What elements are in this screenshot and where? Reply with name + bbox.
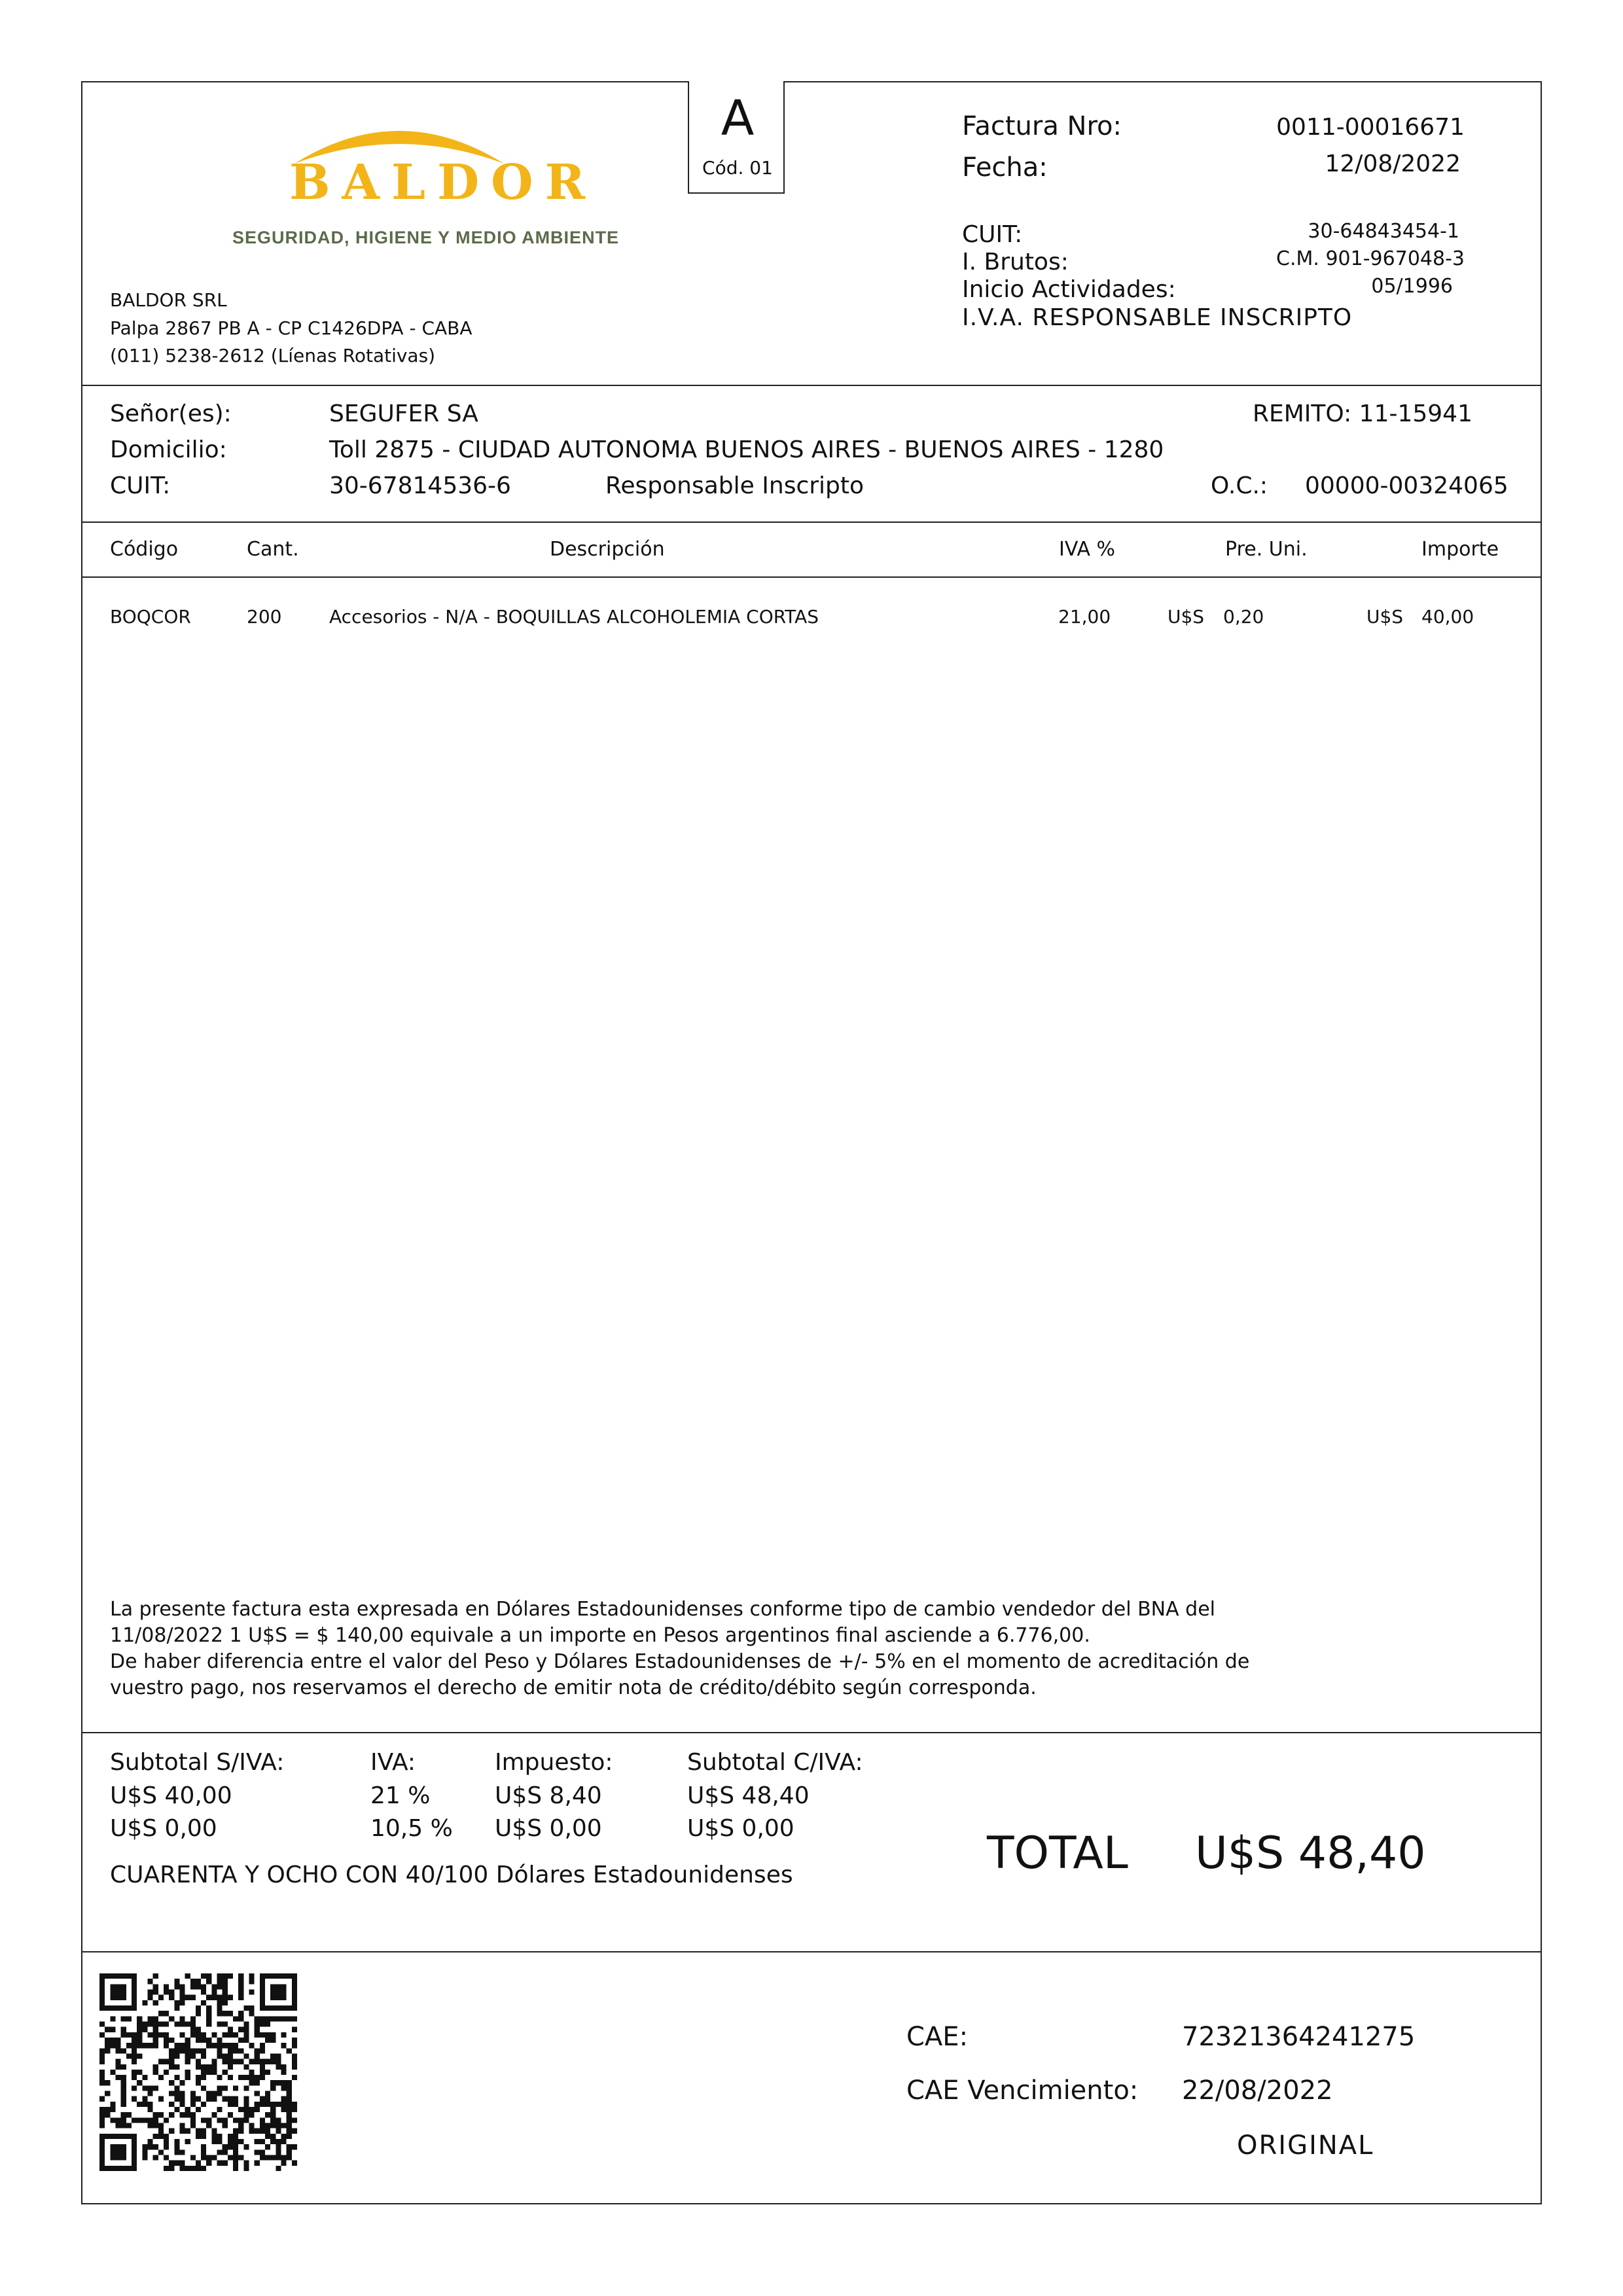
cae-due-date: 22/08/2022 [1182, 2075, 1333, 2106]
inicio-label: Inicio Actividades: [962, 276, 1176, 303]
cae-label: CAE: [906, 2022, 969, 2052]
note-line-1: La presente factura esta expresada en Dólares Estadounidenses conforme tipo de cambio vendedor del BNA del [110, 1598, 1215, 1621]
iva-label: IVA: [370, 1749, 416, 1776]
divider [81, 1732, 1542, 1733]
logo-tagline: SEGURIDAD, HIGIENE Y MEDIO AMBIENTE [232, 228, 620, 247]
table-row-code: BOQCOR [110, 606, 191, 627]
table-row-desc: Accesorios - N/A - BOQUILLAS ALCOHOLEMIA CORTAS [329, 606, 819, 627]
tax-label: Impuesto: [495, 1749, 613, 1776]
remito: REMITO: 11-15941 [1252, 400, 1472, 427]
oc-value: 00000-00324065 [1305, 472, 1508, 499]
cae-number: 72321364241275 [1182, 2022, 1416, 2052]
subtotal-with-iva-value: U$S 48,40 [687, 1782, 810, 1809]
table-row-unit-currency: U$S [1168, 606, 1205, 627]
col-header-unit: Pre. Uni. [1225, 538, 1308, 561]
invoice-date-label: Fecha: [962, 152, 1048, 183]
client-address-label: Domicilio: [110, 436, 227, 463]
subtotal-with-iva-value: U$S 0,00 [687, 1815, 794, 1842]
subtotal-value: U$S 40,00 [110, 1782, 232, 1809]
invoice-type-box [688, 81, 785, 194]
invoice-date: 12/08/2022 [1325, 150, 1461, 177]
iva-rate: 10,5 % [370, 1815, 453, 1842]
issuer-cuit-label: CUIT: [962, 221, 1023, 248]
note-line-4: vuestro pago, nos reservamos el derecho de emitir nota de crédito/débito según corresponda. [110, 1676, 1037, 1699]
tax-value: U$S 0,00 [495, 1815, 602, 1842]
issuer-cuit: 30-64843454-1 [1308, 220, 1459, 243]
table-row-amount: 40,00 [1421, 606, 1474, 627]
total-label: TOTAL [987, 1828, 1128, 1879]
table-row-qty: 200 [247, 606, 282, 627]
client-cuit-label: CUIT: [110, 472, 171, 499]
client-condition: Responsable Inscripto [605, 472, 865, 499]
invoice-number-label: Factura Nro: [962, 111, 1122, 141]
divider [81, 1951, 1542, 1952]
invoice-code: Cód. 01 [702, 157, 773, 179]
issuer-name: BALDOR SRL [110, 289, 227, 311]
total-value: U$S 48,40 [1195, 1828, 1426, 1879]
invoice-letter: A [721, 90, 755, 147]
logo-name: BALDOR [289, 154, 597, 211]
col-header-iva: IVA % [1059, 538, 1116, 561]
brutos-label: I. Brutos: [962, 249, 1069, 275]
inicio-value: 05/1996 [1371, 275, 1453, 298]
table-row-iva: 21,00 [1058, 606, 1111, 627]
col-header-amount: Importe [1421, 538, 1499, 561]
subtotal-with-iva-label: Subtotal C/IVA: [687, 1749, 863, 1776]
cae-due-label: CAE Vencimiento: [906, 2075, 1139, 2106]
brutos-value: C.M. 901-967048-3 [1276, 247, 1465, 270]
oc-label: O.C.: [1211, 472, 1268, 499]
client-name-label: Señor(es): [110, 400, 232, 427]
table-row-unit-price: 0,20 [1223, 606, 1264, 627]
col-header-desc: Descripción [550, 538, 665, 561]
iva-rate: 21 % [370, 1782, 431, 1809]
note-line-3: De haber diferencia entre el valor del Peso y Dólares Estadounidenses de +/- 5% en el momento de acreditación de [110, 1650, 1250, 1673]
subtotal-label: Subtotal S/IVA: [110, 1749, 285, 1776]
client-name: SEGUFER SA [329, 400, 478, 427]
table-row-amount-currency: U$S [1366, 606, 1404, 627]
iva-condition: I.V.A. RESPONSABLE INSCRIPTO [962, 304, 1353, 331]
client-address: Toll 2875 - CIUDAD AUTONOMA BUENOS AIRES - BUENOS AIRES - 1280 [329, 436, 1164, 463]
subtotal-value: U$S 0,00 [110, 1815, 217, 1842]
divider [81, 385, 1542, 386]
issuer-address: Palpa 2867 PB A - CP C1426DPA - CABA [110, 317, 473, 339]
divider [81, 576, 1542, 578]
client-cuit: 30-67814536-6 [329, 472, 511, 499]
col-header-qty: Cant. [247, 538, 299, 561]
invoice-number: 0011-00016671 [1276, 114, 1465, 141]
tax-value: U$S 8,40 [495, 1782, 602, 1809]
col-header-code: Código [110, 538, 179, 561]
note-line-2: 11/08/2022 1 U$S = $ 140,00 equivale a un importe en Pesos argentinos final asciende a 6.776,00. [110, 1624, 1090, 1647]
qr-code-icon [99, 1973, 297, 2171]
issuer-phone: (011) 5238-2612 (Líenas Rotativas) [110, 345, 436, 366]
copy-label: ORIGINAL [1237, 2130, 1374, 2161]
total-in-words: CUARENTA Y OCHO CON 40/100 Dólares Estadounidenses [110, 1862, 793, 1888]
divider [81, 521, 1542, 523]
